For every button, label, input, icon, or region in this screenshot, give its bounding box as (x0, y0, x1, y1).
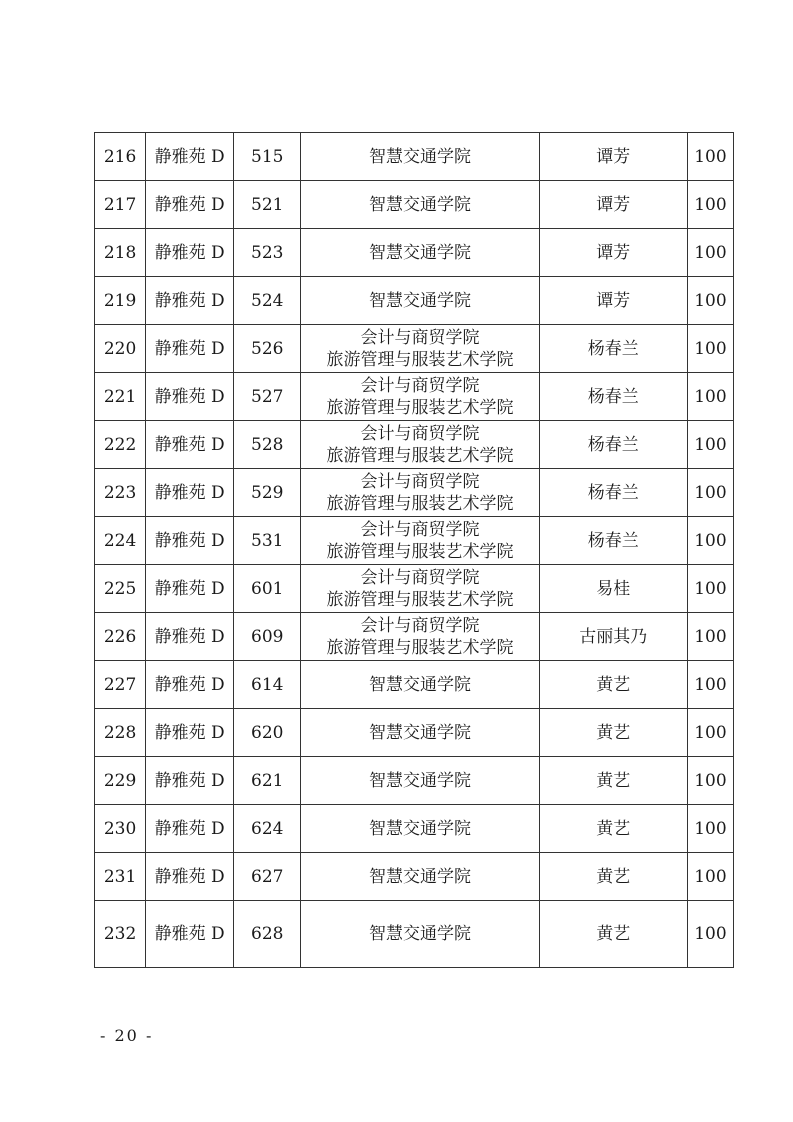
manager-cell: 黄艺 (539, 661, 687, 709)
manager-cell: 黄艺 (539, 709, 687, 757)
college-cell (301, 757, 539, 805)
college-name: 智慧交通学院 (368, 242, 471, 263)
room-number-cell: 601 (234, 565, 301, 613)
room-number-cell: 628 (234, 901, 301, 968)
manager-cell: 杨春兰 (539, 421, 687, 469)
score-cell: 100 (687, 709, 733, 757)
score-cell: 100 (687, 805, 733, 853)
manager-cell: 杨春兰 (539, 325, 687, 373)
table-row (95, 373, 734, 421)
table-row (95, 133, 734, 181)
score-cell: 100 (687, 421, 733, 469)
manager-cell: 黄艺 (539, 853, 687, 901)
manager-cell: 易桂 (539, 565, 687, 613)
row-number-cell: 225 (95, 565, 146, 613)
room-number-cell: 624 (234, 805, 301, 853)
college-cell (301, 613, 539, 661)
college-cell (301, 805, 539, 853)
table-row (95, 229, 734, 277)
row-number-cell: 232 (95, 901, 146, 968)
room-number-cell: 521 (234, 181, 301, 229)
college-name: 旅游管理与服装艺术学院 (326, 589, 514, 610)
college-cell (301, 901, 539, 968)
manager-cell: 谭芳 (539, 181, 687, 229)
room-number-cell: 515 (234, 133, 301, 181)
room-number-cell: 621 (234, 757, 301, 805)
college-cell (301, 661, 539, 709)
building-cell: 静雅苑 D (146, 661, 234, 709)
row-number-cell: 224 (95, 517, 146, 565)
table-row (95, 469, 734, 517)
table-row (95, 805, 734, 853)
room-number-cell: 609 (234, 613, 301, 661)
college-name: 旅游管理与服装艺术学院 (326, 541, 514, 562)
room-number-cell: 527 (234, 373, 301, 421)
room-number-cell: 528 (234, 421, 301, 469)
row-number-cell: 220 (95, 325, 146, 373)
manager-cell: 古丽其乃 (539, 613, 687, 661)
row-number-cell: 216 (95, 133, 146, 181)
room-number-cell: 524 (234, 277, 301, 325)
dormitory-score-table (94, 132, 734, 968)
college-name: 智慧交通学院 (368, 924, 471, 944)
score-cell: 100 (687, 613, 733, 661)
college-cell (301, 373, 539, 421)
college-name: 会计与商贸学院 (360, 375, 480, 396)
building-cell: 静雅苑 D (146, 325, 234, 373)
college-name: 智慧交通学院 (368, 770, 471, 791)
score-cell: 100 (687, 229, 733, 277)
manager-cell: 黄艺 (539, 757, 687, 805)
room-number-cell: 620 (234, 709, 301, 757)
row-number-cell: 221 (95, 373, 146, 421)
manager-cell: 黄艺 (539, 901, 687, 968)
row-number-cell: 223 (95, 469, 146, 517)
college-cell (301, 469, 539, 517)
building-cell: 静雅苑 D (146, 805, 234, 853)
building-cell: 静雅苑 D (146, 613, 234, 661)
college-name: 会计与商贸学院 (360, 567, 480, 588)
college-name: 会计与商贸学院 (360, 471, 480, 492)
college-cell (301, 565, 539, 613)
manager-cell: 杨春兰 (539, 469, 687, 517)
score-cell: 100 (687, 277, 733, 325)
table-row (95, 181, 734, 229)
college-name: 会计与商贸学院 (360, 327, 480, 348)
row-number-cell: 228 (95, 709, 146, 757)
college-cell (301, 517, 539, 565)
building-cell: 静雅苑 D (146, 133, 234, 181)
college-cell (301, 229, 539, 277)
table-row (95, 757, 734, 805)
room-number-cell: 529 (234, 469, 301, 517)
college-name: 旅游管理与服装艺术学院 (326, 397, 514, 418)
score-cell: 100 (687, 901, 733, 968)
score-cell: 100 (687, 133, 733, 181)
table-body (95, 133, 734, 968)
building-cell: 静雅苑 D (146, 709, 234, 757)
college-name: 智慧交通学院 (368, 818, 471, 839)
row-number-cell: 229 (95, 757, 146, 805)
row-number-cell: 226 (95, 613, 146, 661)
score-cell: 100 (687, 181, 733, 229)
college-cell (301, 181, 539, 229)
manager-cell: 杨春兰 (539, 373, 687, 421)
building-cell: 静雅苑 D (146, 277, 234, 325)
table-row (95, 421, 734, 469)
row-number-cell: 217 (95, 181, 146, 229)
college-name: 智慧交通学院 (368, 866, 471, 887)
row-number-cell: 230 (95, 805, 146, 853)
room-number-cell: 627 (234, 853, 301, 901)
college-name: 智慧交通学院 (368, 290, 471, 311)
college-cell (301, 853, 539, 901)
score-cell: 100 (687, 853, 733, 901)
row-number-cell: 218 (95, 229, 146, 277)
building-cell: 静雅苑 D (146, 901, 234, 968)
manager-cell: 谭芳 (539, 229, 687, 277)
building-cell: 静雅苑 D (146, 421, 234, 469)
score-cell: 100 (687, 469, 733, 517)
college-cell (301, 709, 539, 757)
manager-cell: 谭芳 (539, 277, 687, 325)
college-cell (301, 325, 539, 373)
building-cell: 静雅苑 D (146, 229, 234, 277)
college-name: 会计与商贸学院 (360, 615, 480, 636)
college-name: 会计与商贸学院 (360, 519, 480, 540)
score-cell: 100 (687, 757, 733, 805)
score-cell: 100 (687, 661, 733, 709)
room-number-cell: 531 (234, 517, 301, 565)
row-number-cell: 219 (95, 277, 146, 325)
table-row (95, 565, 734, 613)
building-cell: 静雅苑 D (146, 757, 234, 805)
college-cell (301, 133, 539, 181)
row-number-cell: 222 (95, 421, 146, 469)
building-cell: 静雅苑 D (146, 517, 234, 565)
college-name: 旅游管理与服装艺术学院 (326, 445, 514, 466)
college-name: 智慧交通学院 (368, 674, 471, 695)
score-cell: 100 (687, 517, 733, 565)
score-cell: 100 (687, 325, 733, 373)
building-cell: 静雅苑 D (146, 373, 234, 421)
manager-cell: 谭芳 (539, 133, 687, 181)
score-cell: 100 (687, 373, 733, 421)
college-name: 旅游管理与服装艺术学院 (326, 493, 514, 514)
college-name: 智慧交通学院 (368, 722, 471, 743)
score-cell: 100 (687, 565, 733, 613)
college-name: 智慧交通学院 (368, 194, 471, 215)
building-cell: 静雅苑 D (146, 181, 234, 229)
page-number: - 20 - (100, 1026, 154, 1045)
table-row (95, 613, 734, 661)
dormitory-score-table-container (94, 132, 734, 968)
building-cell: 静雅苑 D (146, 469, 234, 517)
room-number-cell: 523 (234, 229, 301, 277)
manager-cell: 杨春兰 (539, 517, 687, 565)
college-name: 会计与商贸学院 (360, 423, 480, 444)
table-row (95, 853, 734, 901)
college-name: 智慧交通学院 (368, 146, 471, 167)
college-cell (301, 277, 539, 325)
table-row (95, 517, 734, 565)
building-cell: 静雅苑 D (146, 853, 234, 901)
college-name: 旅游管理与服装艺术学院 (326, 349, 514, 370)
manager-cell: 黄艺 (539, 805, 687, 853)
table-row (95, 277, 734, 325)
row-number-cell: 231 (95, 853, 146, 901)
building-cell: 静雅苑 D (146, 565, 234, 613)
table-row (95, 661, 734, 709)
table-row (95, 901, 734, 968)
room-number-cell: 614 (234, 661, 301, 709)
table-row (95, 709, 734, 757)
room-number-cell: 526 (234, 325, 301, 373)
college-cell (301, 421, 539, 469)
college-name: 旅游管理与服装艺术学院 (326, 637, 514, 658)
table-row (95, 325, 734, 373)
row-number-cell: 227 (95, 661, 146, 709)
